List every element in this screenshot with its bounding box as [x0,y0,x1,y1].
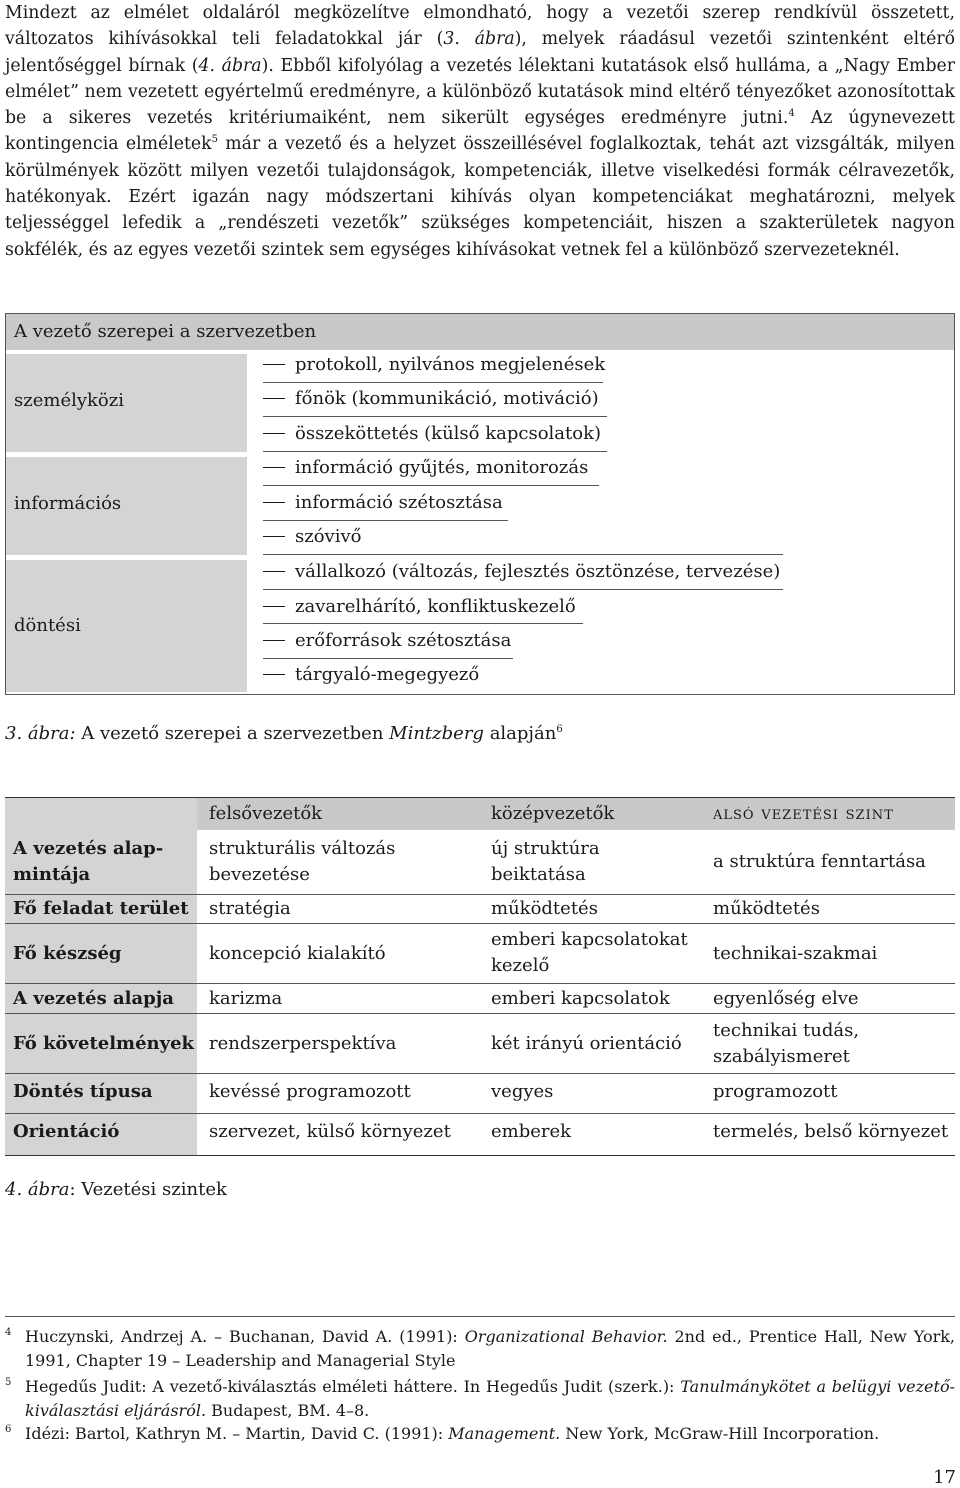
table-cell: koncepció kialakító [209,943,386,964]
role-label: főnök (kommunikáció, motiváció) [295,388,599,409]
dash-icon [263,364,285,365]
dash-icon [263,502,285,503]
group-box-interpersonal [6,354,247,452]
table-cell: a struktúra fenntartása [713,851,926,872]
text-segment: Budapest, BM. 4–8. [206,1401,370,1420]
figure-4-reference: 4. ábra [198,55,262,76]
table-cell: programozott [713,1081,838,1102]
row-label: Döntés típusa [13,1081,153,1102]
text-segment: Az úgynevezett kontingencia elméletek [5,108,955,155]
footnote-marker: 5 [211,134,218,146]
table-cell: stratégia [209,898,291,919]
table-cell [713,1018,859,1070]
role-label: tárgyaló-megegyező [295,664,480,685]
row-divider [5,894,955,895]
figure-4-levels-table [5,797,955,1156]
separator-line [263,589,783,590]
footnote-text [25,1422,955,1446]
caption-author: Mintzberg [389,723,484,744]
dash-icon [263,433,285,434]
dash-icon [263,398,285,399]
role-item [263,520,362,554]
row-label: Fő követelmények [13,1033,195,1054]
dash-icon [263,536,285,537]
text-segment: 2nd ed., Prentice Hall, New York, 1991, Chapter 19 – Leadership and Managerial Style [25,1327,956,1370]
footnote-4 [5,1325,955,1373]
role-item [263,348,605,382]
role-label: szóvivő [295,526,362,547]
figure-4-caption [5,1178,227,1202]
column-header: felsővezetők [209,803,323,824]
group-label: személyközi [14,390,125,411]
separator-line [263,623,583,624]
role-item [263,624,511,658]
table-cell: rendszerperspektíva [209,1033,397,1054]
role-label: zavarelhárító, konfliktuskezelő [295,596,576,617]
column-header: középvezetők [491,803,615,824]
table-cell: termelés, belső környezet [713,1121,949,1142]
page-number: 17 [933,1467,956,1488]
footnote-5 [5,1375,955,1423]
role-item [263,590,576,624]
table-cell: technikai-szakmai [713,943,878,964]
row-label: Fő feladat terület [13,898,189,919]
footnote-text [25,1375,955,1423]
table-cell: szervezet, külső környezet [209,1121,451,1142]
caption-text: : Vezetési szintek [69,1179,227,1200]
footnote-number: 5 [5,1377,12,1388]
text-line: strukturális változás [209,838,396,859]
table-cell: működtetés [713,898,820,919]
separator-line [263,658,513,659]
table-cell [491,927,688,979]
role-item [263,658,479,692]
group-label: információs [14,493,122,514]
text-line: A vezetés alap- [13,838,164,859]
footnote-rule [5,1316,955,1317]
table-cell [209,836,395,888]
row-label: Orientáció [13,1121,120,1142]
text-line: technikai tudás, [713,1020,860,1041]
group-box-decisional [6,560,247,692]
separator-line [263,451,607,452]
text-segment: már a vezető és a helyzet összeillésével foglalkoztak, tehát azt vizsgálták, milyen körülmények között milyen vezetői tulajdonságok, kompetenciák, illetve viselkedési formák célravezetők, hatékonyak. Ezért igazán nagy módszertani kihívás olyan kompetenciákat meghatározni, melyek teljességgel lefedik a „rendészeti vezetők” szükséges kompetenciáit, hiszen a szakterületek nagyon sokfélék, és az egyes vezetői szintek sem egységes kihívásokat vetnek fel a különböző szervezeteknél. [5,134,955,260]
table-cell: működtetés [491,898,598,919]
table-cell: vegyes [491,1081,554,1102]
text-line: új struktúra [491,838,600,859]
text-line: szabályismeret [713,1046,850,1067]
caption-label: 3. ábra: [5,723,76,744]
table-cell: emberek [491,1121,572,1142]
role-item [263,555,780,589]
row-label [13,836,163,888]
role-label: összeköttetés (külső kapcsolatok) [295,423,602,444]
row-divider [5,1113,955,1114]
row-divider [5,1013,955,1014]
dash-icon [263,606,285,607]
row-divider [5,923,955,924]
role-label: információ szétosztása [295,492,503,513]
text-segment: Idézi: Bartol, Kathryn M. – Martin, David C. (1991): [25,1424,449,1443]
text-segment: Organizational Behavior. [464,1327,668,1346]
figure-3-roles-diagram [5,313,955,695]
footnote-number: 6 [5,1424,12,1435]
text-segment: Huczynski, Andrzej A. – Buchanan, David A. (1991): [25,1327,465,1346]
role-label: vállalkozó (változás, fejlesztés ösztönzése, tervezése) [295,561,781,582]
footnote-text [25,1325,955,1373]
figure-3-title: A vezető szerepei a szervezetben [6,314,954,350]
table-cell: karizma [209,988,283,1009]
row-label: Fő készség [13,943,122,964]
role-label: információ gyűjtés, monitorozás [295,457,589,478]
column-header: alsó vezetési szint [713,803,894,824]
role-item [263,417,601,451]
dash-icon [263,571,285,572]
text-segment: Management. [448,1424,561,1443]
body-paragraph [5,0,955,263]
footnote-marker: 4 [788,108,795,120]
separator-line [263,382,603,383]
role-label: erőforrások szétosztása [295,630,512,651]
caption-label: 4. ábra [5,1179,70,1200]
caption-text: A vezető szerepei a szervezetben [75,723,390,744]
footnote-number: 4 [5,1327,12,1338]
text-line: beiktatása [491,864,586,885]
text-segment: New York, McGraw-Hill Incorporation. [560,1424,880,1443]
text-segment: Tanulmánykötet a belügyi vezető-kiválasztási eljárásról. [25,1377,955,1420]
table-cell: egyenlőség elve [713,988,859,1009]
text-line: emberi kapcsolatokat [491,929,688,950]
role-label: protokoll, nyilvános megjelenések [295,354,606,375]
group-box-informational [6,457,247,555]
table-cell: emberi kapcsolatok [491,988,670,1009]
text-line: bevezetése [209,864,310,885]
row-divider [5,1073,955,1074]
caption-text: alapján [483,723,557,744]
table-cell: két irányú orientáció [491,1033,682,1054]
text-segment: ). Ebből kifolyólag a vezetés lélektani kutatások első hulláma, a „Nagy Ember elmélet” nem vezetett egyértelmű eredményre, a különböző kutatások mind eltérő tényezőket azonosítottak be a sikeres vezetés kritériumaiként, nem sikerült egységes eredményre jutni. [5,55,955,129]
text-segment: ), melyek ráadásul vezetői szintenként eltérő jelentőséggel bírnak ( [5,29,955,76]
row-divider [5,983,955,984]
text-segment: Hegedűs Judit: A vezető-kiválasztás elméleti háttere. In Hegedűs Judit (szerk.): [25,1377,681,1396]
footnote-marker: 6 [556,724,563,735]
role-item [263,451,588,485]
dash-icon [263,640,285,641]
role-item [263,486,503,520]
group-label: döntési [14,615,81,636]
table-cell: kevéssé programozott [209,1081,411,1102]
separator-line [263,520,508,521]
text-segment: Mindezt az elmélet oldaláról megközelítve elmondható, hogy a vezetői szerep rendkívül összetett, változatos kihívásokkal teli feladatokkal jár ( [5,3,955,50]
row-label: A vezetés alapja [13,988,174,1009]
role-item [263,382,599,416]
separator-line [263,485,599,486]
dash-icon [263,467,285,468]
separator-line [263,416,607,417]
separator-line [263,554,783,555]
text-line: mintája [13,864,91,885]
text-line: kezelő [491,955,550,976]
figure-3-reference: 3. ábra [443,29,515,50]
figure-3-caption [5,722,563,746]
table-cell [491,836,600,888]
footnote-6 [5,1422,955,1446]
dash-icon [263,674,285,675]
